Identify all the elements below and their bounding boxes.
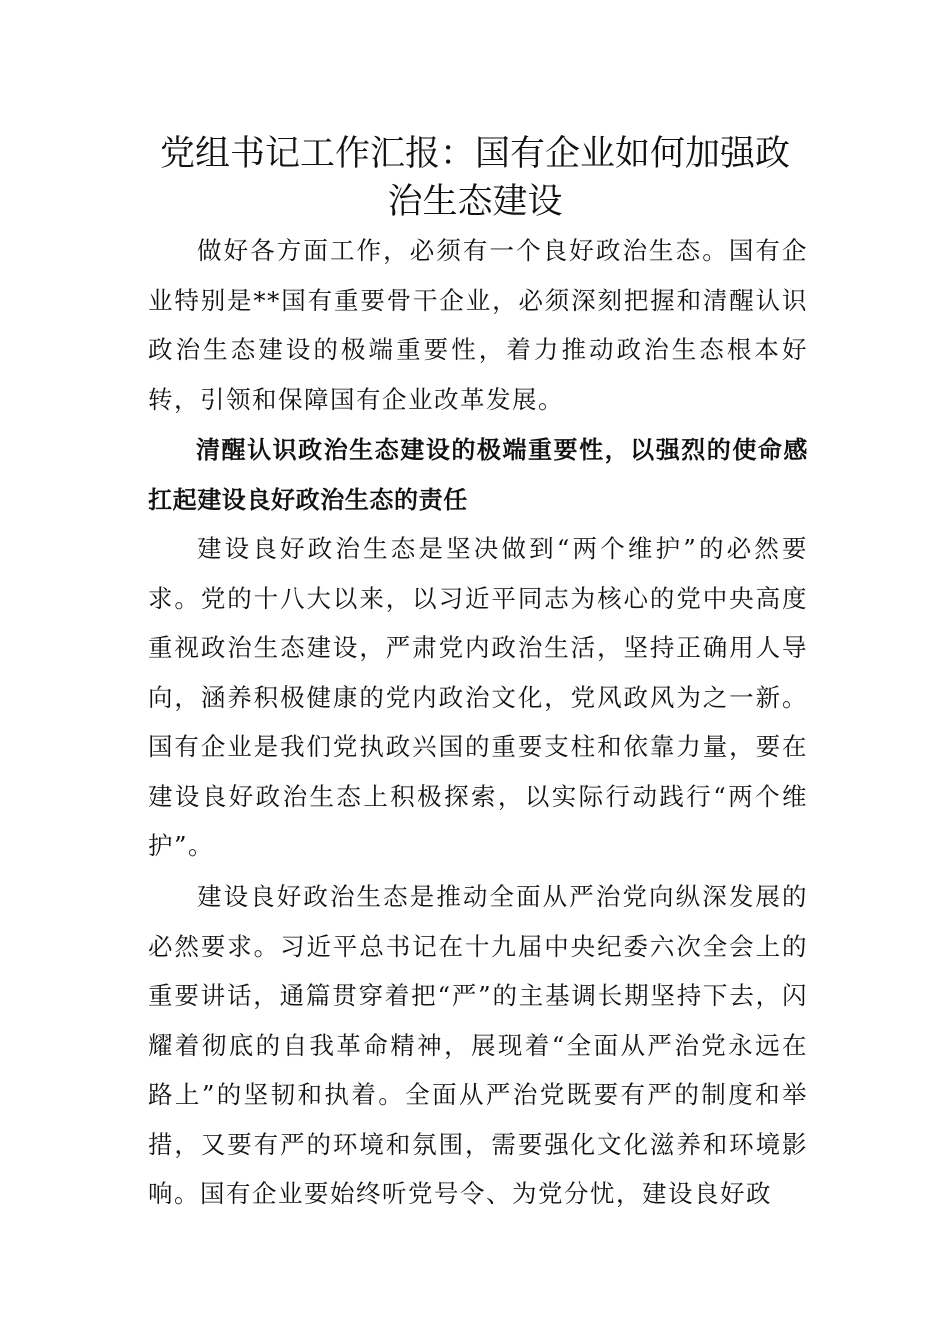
paragraph-intro: 做好各方面工作，必须有一个良好政治生态。国有企业特别是**国有重要骨干企业，必须深刻把握和清醒认识政治生态建设的极端重要性，着力推动政治生态根本好转，引领和保障国有企业改革发展。 xyxy=(148,236,808,414)
paragraph-strict-governance: 建设良好政治生态是推动全面从严治党向纵深发展的必然要求。习近平总书记在十九届中央纪委六次全会上的重要讲话，通篇贯穿着把“严”的主基调长期坚持下去，闪耀着彻底的自我革命精神，展现着“全面从严治党永远在路上”的坚韧和执着。全面从严治党既要有严的制度和举措，又要有严的环境和氛围，需要强化文化滋养和环境影响。国有企业要始终听党号令、为党分忧，建设良好政 xyxy=(148,882,808,1208)
document-title-line-1: 党组书记工作汇报：国有企业如何加强政 xyxy=(159,134,790,174)
section-heading: 清醒认识政治生态建设的极端重要性，以强烈的使命感扛起建设良好政治生态的责任 xyxy=(148,436,808,514)
document-title-line-2: 治生态建设 xyxy=(387,182,563,222)
paragraph-two-safeguards: 建设良好政治生态是坚决做到“两个维护”的必然要求。党的十八大以来，以习近平同志为核心的党中央高度重视政治生态建设，严肃党内政治生活，坚持正确用人导向，涵养积极健康的党内政治文化，党风政风为之一新。国有企业是我们党执政兴国的重要支柱和依靠力量，要在建设良好政治生态上积极探索，以实际行动践行“两个维护”。 xyxy=(148,534,808,860)
